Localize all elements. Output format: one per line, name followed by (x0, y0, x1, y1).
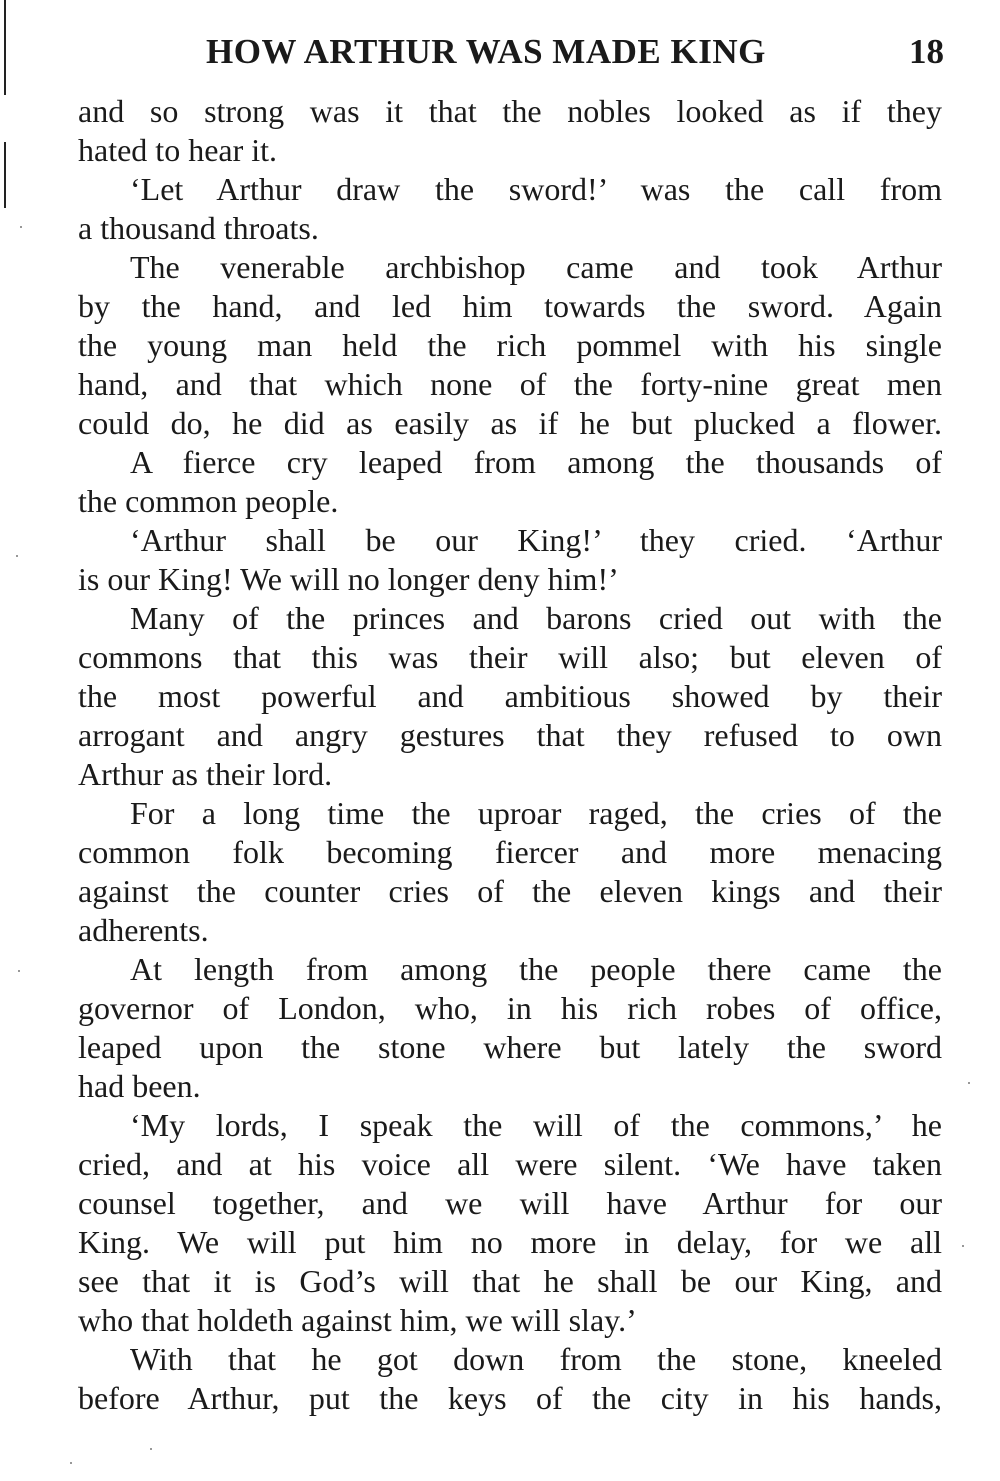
scan-speck (16, 555, 18, 557)
text-line: ‘Let Arthur draw the sword!’ was the call from (130, 171, 942, 207)
text-line: commons that this was their will also; but eleven of (78, 639, 942, 675)
text-line: who that holdeth against him, we will slay.’ (78, 1302, 637, 1338)
scan-speck (968, 1082, 970, 1084)
text-line: see that it is God’s will that he shall be our King, and (78, 1263, 942, 1299)
scan-margin-mark (4, 142, 6, 208)
text-line: had been. (78, 1068, 201, 1104)
text-line: hated to hear it. (78, 132, 278, 168)
text-line: the common people. (78, 483, 339, 519)
text-line: The venerable archbishop came and took Arthur (130, 249, 942, 285)
text-line: Arthur as their lord. (78, 756, 333, 792)
text-line: leaped upon the stone where but lately the sword (78, 1029, 942, 1065)
text-line: against the counter cries of the eleven kings and their (78, 873, 942, 909)
scan-speck (70, 1462, 72, 1464)
text-line: ‘Arthur shall be our King!’ they cried. ‘Arthur (130, 522, 942, 558)
text-line: and so strong was it that the nobles looked as if they (78, 93, 942, 129)
text-line: With that he got down from the stone, kneeled (130, 1341, 942, 1377)
text-line: ‘My lords, I speak the will of the commons,’ he (130, 1107, 942, 1143)
text-line: cried, and at his voice all were silent. ‘We have taken (78, 1146, 942, 1182)
text-line: governor of London, who, in his rich robes of office, (78, 990, 942, 1026)
page-number: 18 (909, 32, 944, 71)
text-line: adherents. (78, 912, 209, 948)
scan-speck (150, 1448, 152, 1450)
scan-speck (18, 970, 20, 972)
text-line: King. We will put him no more in delay, for we all (78, 1224, 942, 1260)
text-line: At length from among the people there came the (130, 951, 942, 987)
text-line: the young man held the rich pommel with his single (78, 327, 942, 363)
scan-speck (962, 1245, 964, 1247)
text-line: the most powerful and ambitious showed by their (78, 678, 942, 714)
text-line: by the hand, and led him towards the sword. Again (78, 288, 942, 324)
text-line: a thousand throats. (78, 210, 319, 246)
scan-speck (20, 226, 22, 228)
page-header (78, 30, 944, 74)
scan-margin-mark (4, 0, 6, 95)
body-text (78, 92, 942, 1418)
text-line: is our King! We will no longer deny him!’ (78, 561, 619, 597)
text-line: before Arthur, put the keys of the city in his hands, (78, 1380, 942, 1416)
text-line: counsel together, and we will have Arthur for our (78, 1185, 942, 1221)
running-head: HOW ARTHUR WAS MADE KING (206, 32, 766, 71)
text-line: Many of the princes and barons cried out with the (130, 600, 942, 636)
text-line: could do, he did as easily as if he but plucked a flower. (78, 405, 942, 441)
text-line: hand, and that which none of the forty-nine great men (78, 366, 942, 402)
text-line: For a long time the uproar raged, the cries of the (130, 795, 942, 831)
text-line: A fierce cry leaped from among the thousands of (130, 444, 942, 480)
text-line: arrogant and angry gestures that they refused to own (78, 717, 942, 753)
text-line: common folk becoming fiercer and more menacing (78, 834, 942, 870)
